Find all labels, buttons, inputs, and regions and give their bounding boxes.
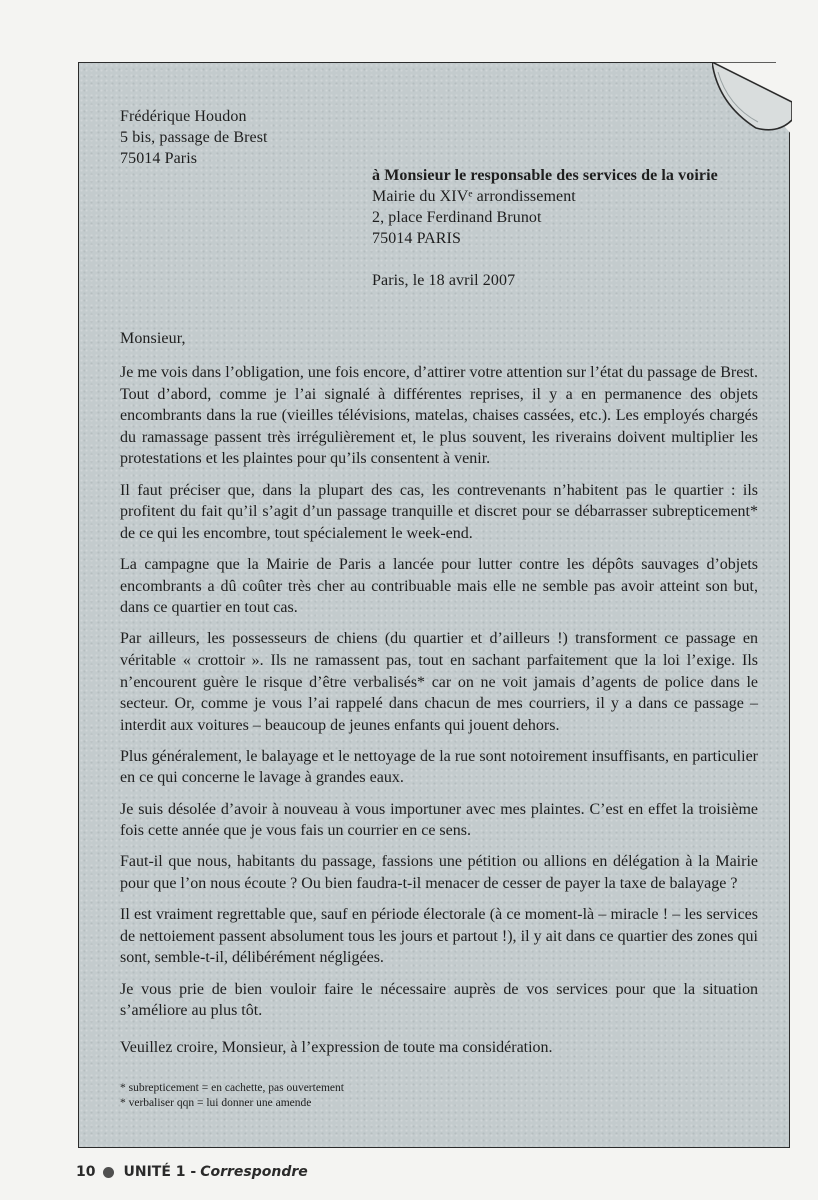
recipient-address [372,165,718,249]
letter-body [120,362,758,1068]
section-title: Correspondre [200,1164,308,1180]
page-curl-icon [712,62,792,146]
letter-greeting: Monsieur, [120,330,186,347]
bullet-circle-icon [103,1167,114,1178]
body-paragraph: Je vous prie de bien vouloir faire le nécessaire auprès de vos services pour que la situation s’améliore au plus tôt. [120,980,758,1020]
letter-closing: Veuillez croire, Monsieur, à l’expression de toute ma considération. [120,1038,553,1056]
body-paragraph: Il est vraiment regrettable que, sauf en période électorale (à ce moment-là – miracle ! – les services de nettoiement passent absolument tous les jours et partout !), il y ait dans ce quartier des zones qui sont, semble-t-il, délibérément négligées. [120,906,758,967]
body-paragraph: Il faut préciser que, dans la plupart des cas, les contrevenants n’habitent pas le quartier : ils profitent du fait qu’il s’agit d’un passage tranquille et discret pour se débarrasser subrepticement* de ce qui les encombre, tout spécialement le week-end. [120,481,758,542]
footnote-item: * verbaliser qqn = lui donner une amende [120,1097,312,1109]
body-paragraph: Faut-il que nous, habitants du passage, fassions une pétition ou allions en délégation à la Mairie pour que l’on nous écoute ? Ou bien faudra-t-il menacer de cesser de payer la taxe de balayage ? [120,853,758,893]
body-paragraph: Je me vois dans l’obligation, une fois encore, d’attirer votre attention sur l’état du passage de Brest. Tout d’abord, comme je l’ai signalé à différentes reprises, il y a en permanence des objets encombrants dans la rue (vieilles télévisions, matelas, chaises cassées, etc.). Les employés chargés du ramassage passent très irrégulièrement et, le plus souvent, les riverains doivent multiplier les protestations et les plaintes pour qu’ils consentent à venir. [120,364,758,468]
footnote-item: * subrepticement = en cachette, pas ouvertement [120,1082,344,1094]
unit-label: UNITÉ 1 - [123,1164,197,1180]
sender-street: 5 bis, passage de Brest [120,129,268,146]
body-paragraph: La campagne que la Mairie de Paris a lancée pour lutter contre les dépôts sauvages d’objets encombrants a dû coûter très cher au contribuable mais elle ne semble pas avoir atteint son but, dans ce quartier en tout cas. [120,555,758,617]
sender-city: 75014 Paris [120,150,198,167]
body-paragraph: Je suis désolée d’avoir à nouveau à vous importuner avec mes plaintes. C’est en effet la troisième fois cette année que je vous fais un courrier en ce sens. [120,800,758,840]
recipient-city: 75014 PARIS [372,230,461,247]
body-paragraph: Par ailleurs, les possesseurs de chiens (du quartier et d’ailleurs !) transforment ce passage en véritable « crottoir ». Ils ne ramassent pas, tout en sachant parfaitement que la loi l’exige. Ils n’encourent guère le risque d’être verbalisés* car on ne voit jamais d’agents de police dans le secteur. Or, comme je vous l’ai rappelé dans chacun de mes courriers, il y a dans ce passage – interdit aux voitures – beaucoup de jeunes enfants qui jouent dehors. [120,630,758,734]
page-footer [76,1164,308,1180]
sender-name: Frédérique Houdon [120,108,247,125]
recipient-title: à Monsieur le responsable des services de la voirie [372,167,718,184]
sender-address [120,106,268,169]
letter-date: Paris, le 18 avril 2007 [372,272,516,289]
body-paragraph: Plus généralement, le balayage et le nettoyage de la rue sont notoirement insuffisants, en particulier en ce qui concerne le lavage à grandes eaux. [120,747,758,787]
recipient-street: 2, place Ferdinand Brunot [372,209,542,226]
page-number: 10 [76,1164,96,1180]
recipient-office: Mairie du XIVᵉ arrondissement [372,188,576,205]
footnotes [120,1081,344,1111]
